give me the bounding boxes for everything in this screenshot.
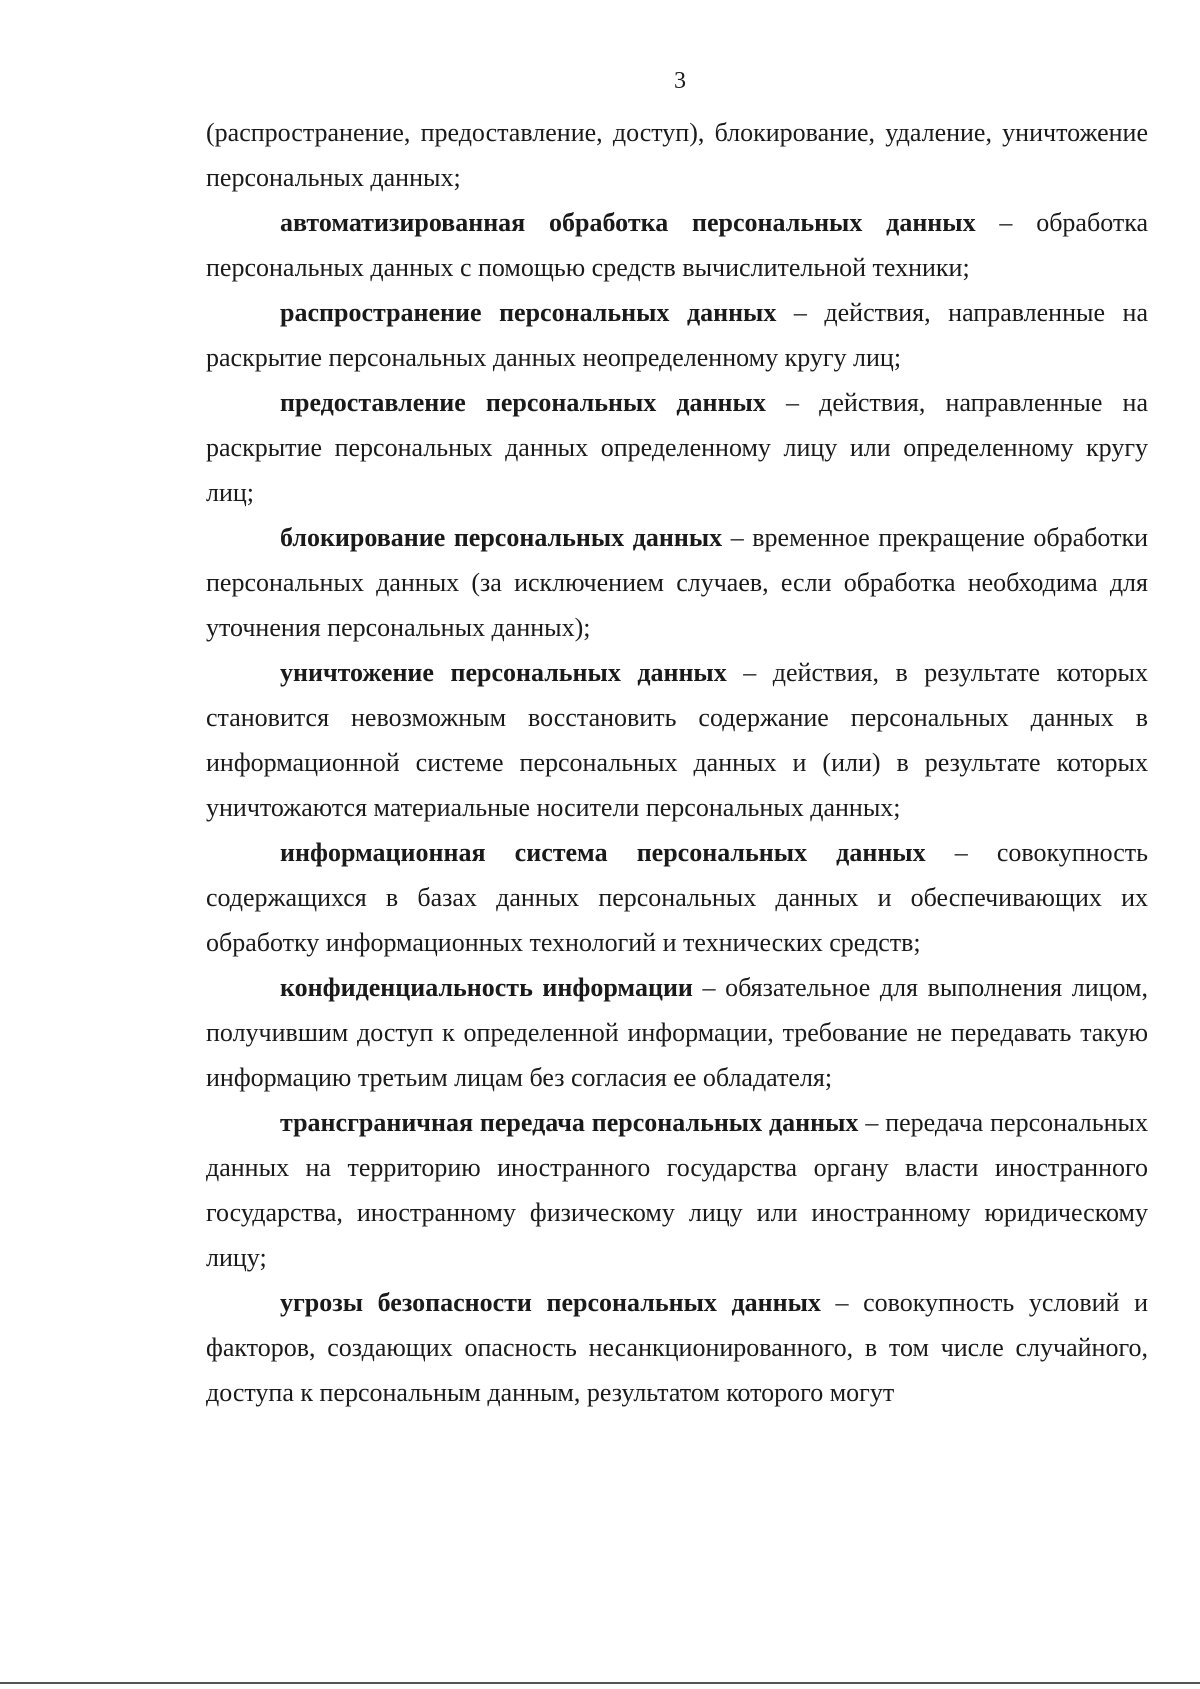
definition-text: – совокупность условий и факторов, создающих опасность несанкционированного, в том числе случайного, доступа к персональным данным, результатом которого могут <box>206 1288 1148 1407</box>
paragraph-continuation <box>206 110 1148 200</box>
definition-term: конфиденциальность информации <box>280 973 693 1002</box>
definition-term: информационная система персональных данных <box>280 838 926 867</box>
definition-dissemination <box>206 290 1148 380</box>
definition-term: уничтожение персональных данных <box>280 658 727 687</box>
definition-text: – временное прекращение обработки персональных данных (за исключением случаев, если обработка необходима для уточнения персональных данных); <box>206 523 1148 642</box>
definition-text: – действия, направленные на раскрытие персональных данных неопределенному кругу лиц; <box>206 298 1148 372</box>
definition-text: – действия, в результате которых становится невозможным восстановить содержание персональных данных в информационной системе персональных данных и (или) в результате которых уничтожаются материальные носители персональных данных; <box>206 658 1149 822</box>
definition-term: автоматизированная обработка персональных данных <box>280 208 976 237</box>
definition-security-threats <box>206 1280 1148 1415</box>
definition-text: – передача персональных данных на территорию иностранного государства органу власти иностранного государства, иностранному физическому лицу или иностранному юридическому лицу; <box>206 1108 1149 1272</box>
page-bottom-rule <box>0 1682 1200 1684</box>
definition-provision <box>206 380 1148 515</box>
definition-text: – действия, направленные на раскрытие персональных данных определенному лицу или определенному кругу лиц; <box>206 388 1148 507</box>
definition-cross-border-transfer <box>206 1100 1148 1280</box>
definition-term: блокирование персональных данных <box>280 523 723 552</box>
definition-text: – совокупность содержащихся в базах данных персональных данных и обеспечивающих их обработку информационных технологий и технических средств; <box>206 838 1149 957</box>
document-body <box>206 110 1148 1415</box>
definition-automated-processing <box>206 200 1148 290</box>
definition-confidentiality <box>206 965 1148 1100</box>
paragraph-text: (распространение, предоставление, доступ), блокирование, удаление, уничтожение персональных данных; <box>206 118 1148 192</box>
definition-information-system <box>206 830 1148 965</box>
definition-text: – обязательное для выполнения лицом, получившим доступ к определенной информации, требование не передавать такую информацию третьим лицам без согласия ее обладателя; <box>206 973 1148 1092</box>
definition-term: предоставление персональных данных <box>280 388 766 417</box>
definition-text: – обработка персональных данных с помощью средств вычислительной техники; <box>206 208 1148 282</box>
definition-term: распространение персональных данных <box>280 298 777 327</box>
page-number: 3 <box>674 68 686 94</box>
definition-destruction <box>206 650 1148 830</box>
definition-blocking <box>206 515 1148 650</box>
definition-term: трансграничная передача персональных данных <box>280 1108 859 1137</box>
definition-term: угрозы безопасности персональных данных <box>280 1288 821 1317</box>
